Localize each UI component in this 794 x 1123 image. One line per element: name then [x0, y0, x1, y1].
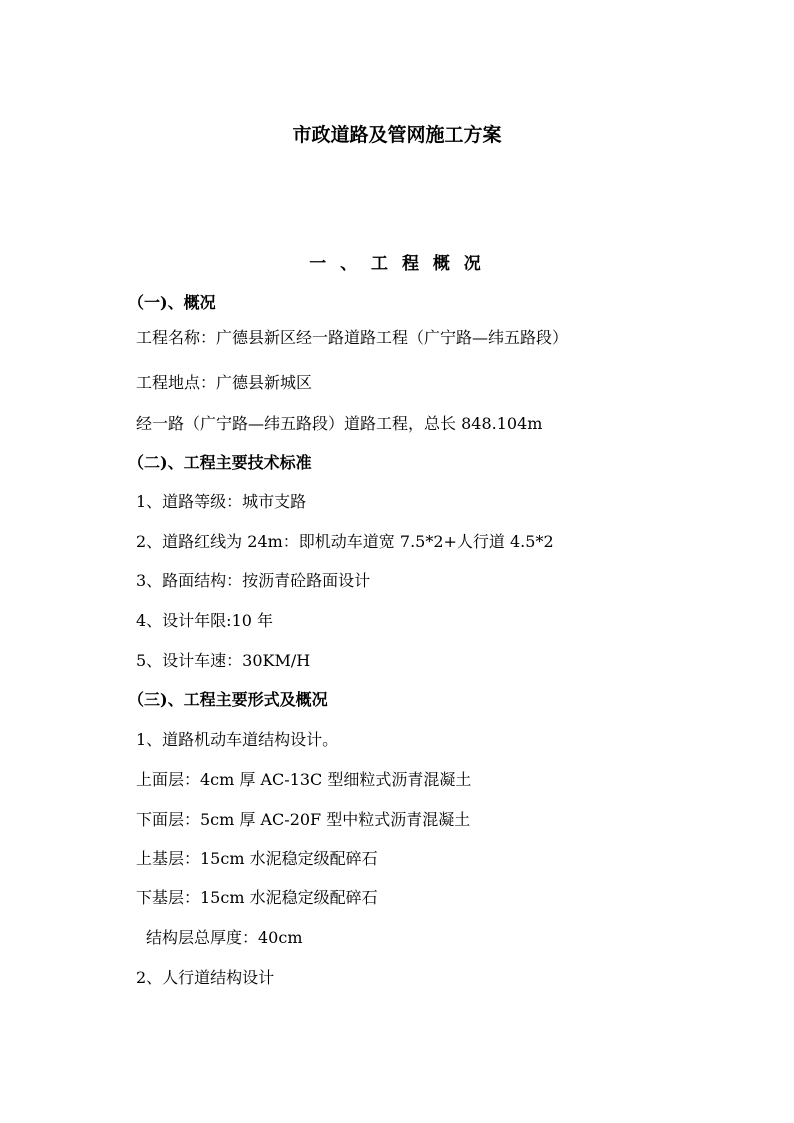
total-thickness-line: 结构层总厚度：40cm [146, 928, 303, 947]
subsection-heading-standards: （二)、工程主要技术标准 [128, 453, 312, 472]
standard-item-1: 1、道路等级：城市支路 [136, 492, 307, 511]
structure-item-2: 2、人行道结构设计 [136, 968, 275, 987]
standard-item-5: 5、设计车速：30KM/H [136, 651, 311, 670]
layer-upper-base: 上基层：15cm 水泥稳定级配碎石 [136, 849, 378, 868]
layer-upper-surface: 上面层：4cm 厚 AC-13C 型细粒式沥青混凝土 [136, 770, 472, 789]
standard-item-3: 3、路面结构：按沥青砼路面设计 [136, 571, 371, 590]
project-name-line: 工程名称：广德县新区经一路道路工程（广宁路—纬五路段） [136, 328, 569, 347]
project-length-line: 经一路（广宁路—纬五路段）道路工程，总长 848.104m [136, 414, 543, 433]
section-heading-overview: 一 、 工 程 概 况 [309, 254, 485, 274]
subsection-heading-form: （三)、工程主要形式及概况 [128, 690, 328, 709]
layer-lower-surface: 下面层：5cm 厚 AC-20F 型中粒式沥青混凝土 [136, 810, 471, 829]
standard-item-4: 4、设计年限:10 年 [136, 611, 274, 630]
subsection-heading-overview: （一)、概况 [128, 293, 216, 312]
layer-lower-base: 下基层：15cm 水泥稳定级配碎石 [136, 888, 378, 907]
standard-item-2: 2、道路红线为 24m：即机动车道宽 7.5*2+人行道 4.5*2 [136, 532, 554, 551]
document-title: 市政道路及管网施工方案 [292, 124, 502, 146]
structure-item-1: 1、道路机动车道结构设计。 [136, 730, 339, 749]
project-site-line: 工程地点：广德县新城区 [136, 373, 313, 392]
